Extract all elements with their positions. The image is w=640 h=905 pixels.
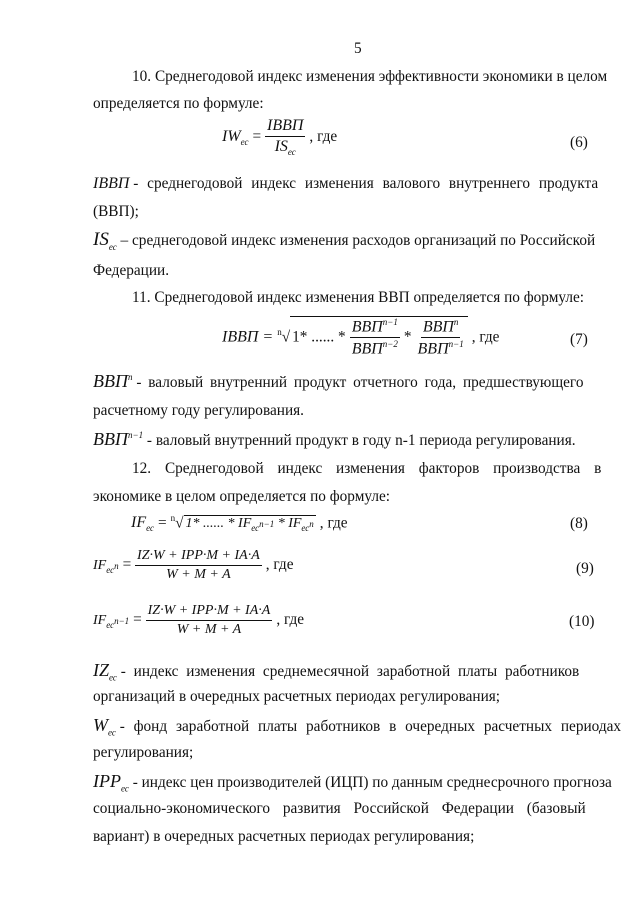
equation-6: $IW_{ес}$ = $\frac{\text{IВВП}}{IS_{ес}}$ , где: [222, 117, 338, 158]
def-iz: $IZ_{ес}$ - индекс изменения среднемесячной заработной платы работников: [93, 660, 580, 683]
eq7-fraction-2: $\frac{ВВП^n}{ВВП^{n-1}}$: [417, 317, 464, 358]
equation-8: $IF_{ес} = ^n√$ 1* ...... * $IF_{ес^{n-1}} * IF_{ес^n}$ , где: [131, 513, 348, 534]
def-vvp-n-line2: расчетному году регулирования.: [93, 402, 304, 419]
def-ivvp: IВВП - среднегодовой индекс изменения валового внутреннего продукта: [93, 175, 599, 192]
def-is-line2: Федерации.: [93, 262, 170, 279]
def-ivvp-symbol: IВВП: [93, 175, 130, 192]
def-w-symbol: $W_{ес}$: [93, 715, 116, 738]
def-iz-line2: организаций в очередных расчетных периодах регулирования;: [93, 688, 501, 705]
def-vvp-n: ВВП$^n$ - валовый внутренний продукт отчетного года, предшествующего: [93, 371, 584, 391]
eq10-fraction: $\frac{\text{IZ·W + IPP·M + IA·A}}{W + M + A}$: [147, 603, 271, 637]
equation-7: IВВП = $^n$√ 1* ...... * $\frac{ВВП^{n-1}}{ВВП^{n-2}}$ * $\frac{ВВП^n}{ВВП^{n-1}}$ , где: [222, 317, 500, 358]
eq6-lhs: $IW_{ес}$: [222, 127, 249, 147]
def-is: $IS_{ес}$ – среднегодовой индекс изменения расходов организаций по Российской: [93, 229, 596, 252]
eq6-fraction: $\frac{\text{IВВП}}{IS_{ес}}$: [266, 117, 304, 158]
def-ipp-line2: социально-экономического развития Российской Федерации (базовый: [93, 800, 586, 817]
def-iz-symbol: $IZ_{ес}$: [93, 660, 117, 683]
def-w: $W_{ес}$ - фонд заработной платы работников в очередных расчетных периодах: [93, 715, 622, 738]
eq9-fraction: $\frac{\text{IZ·W + IPP·M + IA·A}}{W + M + A}$: [137, 548, 260, 582]
def-ivvp-line2: (ВВП);: [93, 203, 139, 220]
eq9-number: (9): [576, 560, 594, 577]
def-vvp-n1-symbol: $ВВП^{n-1}$: [93, 429, 144, 449]
eq7-number: (7): [570, 331, 588, 348]
item12-line1: 12. Среднегодовой индекс изменения факторов производства в: [132, 460, 602, 477]
eq10-number: (10): [569, 613, 595, 630]
def-ipp-symbol: $IPP_{ес}$: [93, 771, 129, 794]
equation-9: $IF_{ес^n}$ = $\frac{\text{IZ·W + IPP·M + IA·A}}{W + M + A}$ , где: [93, 548, 294, 582]
def-w-line2: регулирования;: [93, 744, 194, 761]
def-ipp: $IPP_{ес}$ - индекс цен производителей (ИЦП) по данным среднесрочного прогноза: [93, 771, 612, 794]
eq6-number: (6): [570, 134, 588, 151]
item10-line2: определяется по формуле:: [93, 95, 264, 112]
def-ipp-line3: вариант) в очередных расчетных периодах регулирования;: [93, 828, 475, 845]
equation-10: $IF_{ес^{n-1}}$ = $\frac{\text{IZ·W + IPP·M + IA·A}}{W + M + A}$ , где: [93, 603, 305, 637]
def-vvp-n1: $ВВП^{n-1}$ - валовый внутренний продукт в году n-1 периода регулирования.: [93, 429, 576, 449]
def-is-symbol: $IS_{ес}$: [93, 229, 117, 252]
eq7-fraction-1: $\frac{ВВП^{n-1}}{ВВП^{n-2}}$: [351, 317, 398, 358]
eq8-number: (8): [570, 515, 588, 532]
page-number: 5: [354, 40, 362, 57]
item12-line2: экономике в целом определяется по формуле:: [93, 488, 391, 505]
def-vvp-n-symbol: ВВП$^n$: [93, 371, 133, 391]
item11-line1: 11. Среднегодовой индекс изменения ВВП определяется по формуле:: [132, 289, 585, 306]
item10-line1: 10. Среднегодовой индекс изменения эффективности экономики в целом: [132, 68, 608, 85]
